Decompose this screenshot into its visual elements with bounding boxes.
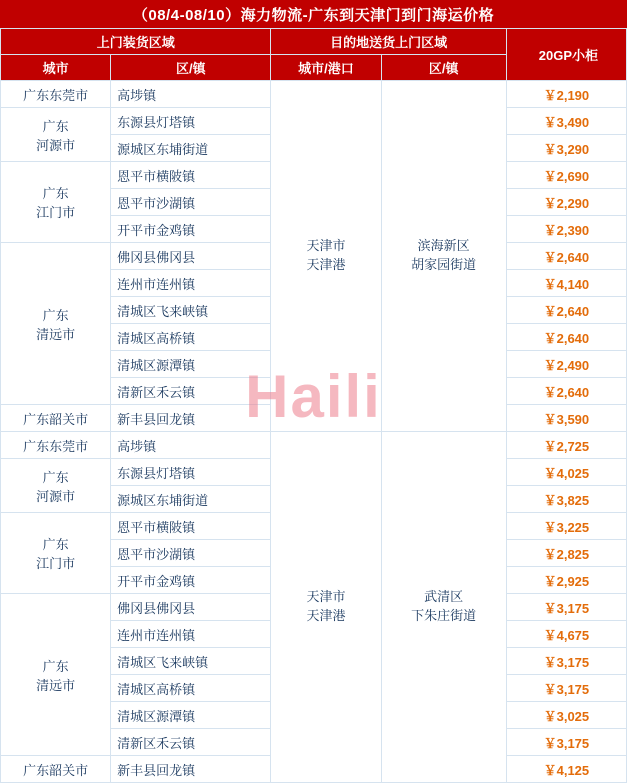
origin-town-cell: 开平市金鸡镇: [111, 567, 271, 594]
origin-city-cell: 广东 清远市: [1, 594, 111, 756]
origin-town-cell: 恩平市沙湖镇: [111, 189, 271, 216]
price-cell: ￥3,025: [506, 702, 626, 729]
table-body: [1, 81, 627, 783]
header-group-origin: 上门装货区域: [1, 29, 271, 55]
header-city: 城市: [1, 55, 111, 81]
origin-town-cell: 清城区飞来峡镇: [111, 297, 271, 324]
header-town: 区/镇: [111, 55, 271, 81]
price-cell: ￥2,925: [506, 567, 626, 594]
price-cell: ￥2,190: [506, 81, 626, 108]
price-cell: ￥3,175: [506, 648, 626, 675]
header-price: 20GP小柜: [506, 29, 626, 81]
origin-town-cell: 源城区东埔街道: [111, 486, 271, 513]
table-row: [1, 81, 627, 108]
price-cell: ￥4,125: [506, 756, 626, 783]
origin-town-cell: 清新区禾云镇: [111, 729, 271, 756]
header-group-dest: 目的地送货上门区域: [271, 29, 506, 55]
table-row: [1, 432, 627, 459]
origin-city-cell: 广东 江门市: [1, 513, 111, 594]
price-cell: ￥3,490: [506, 108, 626, 135]
price-cell: ￥4,675: [506, 621, 626, 648]
dest-town-cell: 武清区 下朱庄街道: [381, 432, 506, 783]
price-table: [0, 28, 627, 783]
price-cell: ￥2,390: [506, 216, 626, 243]
origin-town-cell: 清城区源潭镇: [111, 702, 271, 729]
origin-city-cell: 广东 河源市: [1, 459, 111, 513]
origin-city-cell: 广东韶关市: [1, 405, 111, 432]
origin-city-cell: 广东东莞市: [1, 432, 111, 459]
origin-town-cell: 东源县灯塔镇: [111, 459, 271, 486]
origin-town-cell: 清城区高桥镇: [111, 675, 271, 702]
origin-town-cell: 清城区高桥镇: [111, 324, 271, 351]
price-cell: ￥2,490: [506, 351, 626, 378]
dest-city-cell: 天津市 天津港: [271, 432, 381, 783]
origin-town-cell: 东源县灯塔镇: [111, 108, 271, 135]
price-cell: ￥3,175: [506, 729, 626, 756]
price-cell: ￥3,825: [506, 486, 626, 513]
price-cell: ￥2,640: [506, 378, 626, 405]
price-cell: ￥3,175: [506, 594, 626, 621]
price-cell: ￥4,025: [506, 459, 626, 486]
dest-town-cell: 滨海新区 胡家园街道: [381, 81, 506, 432]
origin-town-cell: 开平市金鸡镇: [111, 216, 271, 243]
origin-town-cell: 清城区飞来峡镇: [111, 648, 271, 675]
price-cell: ￥2,290: [506, 189, 626, 216]
origin-town-cell: 连州市连州镇: [111, 621, 271, 648]
origin-town-cell: 清城区源潭镇: [111, 351, 271, 378]
origin-town-cell: 新丰县回龙镇: [111, 405, 271, 432]
origin-town-cell: 恩平市横陂镇: [111, 513, 271, 540]
origin-town-cell: 恩平市横陂镇: [111, 162, 271, 189]
price-cell: ￥2,725: [506, 432, 626, 459]
price-cell: ￥3,225: [506, 513, 626, 540]
origin-town-cell: 佛冈县佛冈县: [111, 594, 271, 621]
origin-town-cell: 佛冈县佛冈县: [111, 243, 271, 270]
origin-town-cell: 清新区禾云镇: [111, 378, 271, 405]
origin-town-cell: 高埗镇: [111, 432, 271, 459]
origin-town-cell: 连州市连州镇: [111, 270, 271, 297]
page-title: （08/4-08/10）海力物流-广东到天津门到门海运价格: [0, 0, 627, 28]
dest-city-cell: 天津市 天津港: [271, 81, 381, 432]
origin-city-cell: 广东 江门市: [1, 162, 111, 243]
header-dest-city: 城市/港口: [271, 55, 381, 81]
price-cell: ￥2,640: [506, 297, 626, 324]
price-cell: ￥4,140: [506, 270, 626, 297]
origin-city-cell: 广东韶关市: [1, 756, 111, 783]
origin-town-cell: 源城区东埔街道: [111, 135, 271, 162]
origin-city-cell: 广东 河源市: [1, 108, 111, 162]
origin-town-cell: 高埗镇: [111, 81, 271, 108]
price-cell: ￥2,690: [506, 162, 626, 189]
price-cell: ￥2,825: [506, 540, 626, 567]
price-cell: ￥2,640: [506, 324, 626, 351]
price-cell: ￥3,290: [506, 135, 626, 162]
price-cell: ￥2,640: [506, 243, 626, 270]
table-header-groups: [1, 29, 627, 55]
watermark: Haili: [245, 363, 382, 430]
origin-town-cell: 恩平市沙湖镇: [111, 540, 271, 567]
origin-town-cell: 新丰县回龙镇: [111, 756, 271, 783]
origin-city-cell: 广东 清远市: [1, 243, 111, 405]
price-cell: ￥3,590: [506, 405, 626, 432]
origin-city-cell: 广东东莞市: [1, 81, 111, 108]
price-cell: ￥3,175: [506, 675, 626, 702]
header-dest-town: 区/镇: [381, 55, 506, 81]
